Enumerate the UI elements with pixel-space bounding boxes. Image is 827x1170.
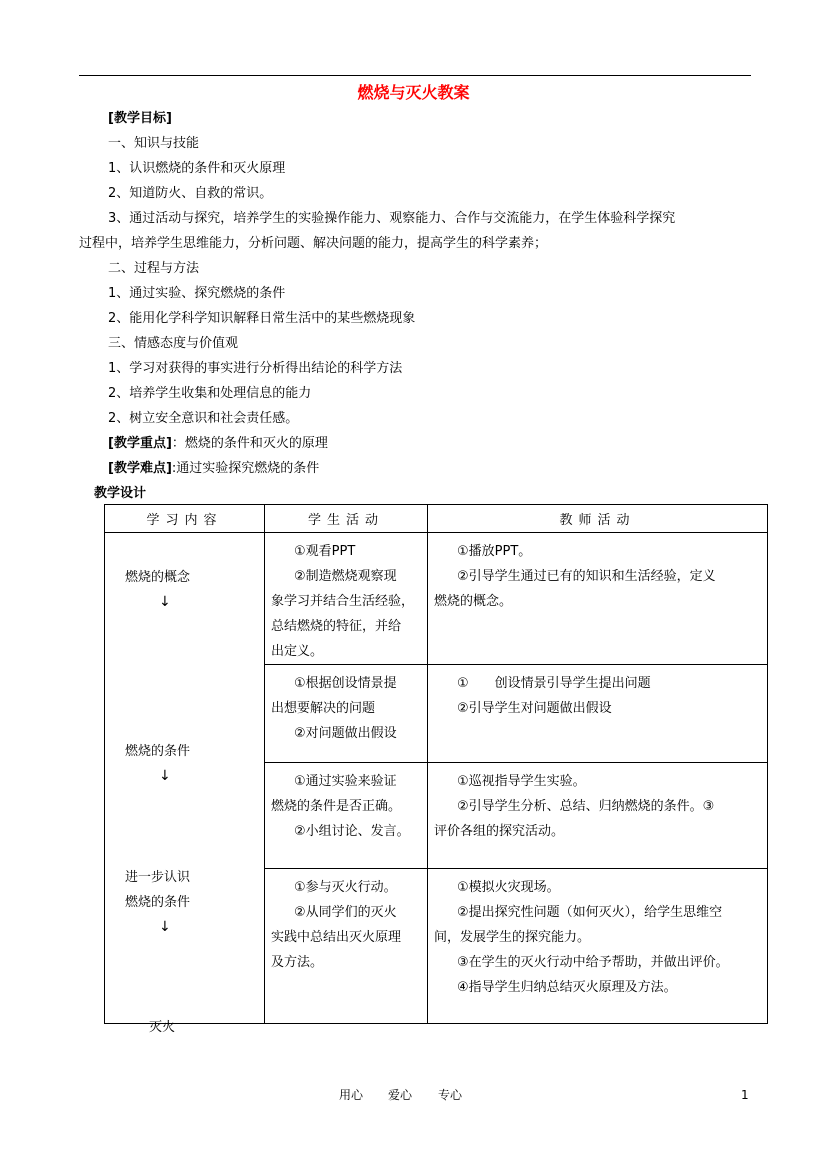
header-teacher-activity: 教师活动 [428, 505, 768, 533]
body-line: 2、树立安全意识和社会责任感。 [108, 411, 299, 426]
body-line: 1、学习对获得的事实进行分析得出结论的科学方法 [108, 361, 403, 376]
topic-label: 燃烧的条件 [125, 895, 191, 910]
cell-line: ②提出探究性问题（如何灭火），给学生思维空 [457, 905, 723, 920]
cell-line: ①观看PPT [294, 544, 356, 559]
teacher-activity-cell [428, 869, 768, 1024]
student-activity-cell [265, 665, 428, 763]
teacher-activity-cell [428, 763, 768, 869]
cell-line: ②对问题做出假设 [294, 726, 397, 741]
header-student-activity: 学生活动 [265, 505, 428, 533]
key-point-label: [教学重点] [108, 436, 172, 451]
teaching-design-table [104, 504, 768, 1035]
down-arrow-icon: ↓ [159, 919, 171, 935]
design-heading: 教学设计 [94, 486, 147, 501]
table-row [105, 533, 768, 665]
cell-line: ①根据创设情景提 [294, 676, 397, 691]
cell-line: 总结燃烧的特征，并给 [271, 619, 402, 634]
table-header-row [105, 505, 768, 533]
cell-line: 燃烧的条件是否正确。 [271, 799, 402, 814]
page-number: 1 [741, 1088, 749, 1102]
cell-line: ①播放PPT。 [457, 544, 532, 559]
cell-line: ③在学生的灭火行动中给予帮助，并做出评价。 [457, 955, 729, 970]
body-line: 1、通过实验、探究燃烧的条件 [108, 286, 286, 301]
difficult-point-label: [教学难点] [108, 461, 172, 476]
cell-line: 评价各组的探究活动。 [434, 824, 565, 839]
header-rule [79, 75, 751, 76]
body-line: 过程中，培养学生思维能力，分析问题、解决问题的能力，提高学生的科学素养； [79, 236, 548, 251]
objectives-heading: [教学目标] [108, 111, 172, 126]
cell-line: ①巡视指导学生实验。 [457, 774, 586, 789]
cell-line: ②引导学生通过已有的知识和生活经验，定义 [457, 569, 716, 584]
cell-line: 燃烧的概念。 [434, 594, 513, 609]
cell-line: ④指导学生归纳总结灭火原理及方法。 [457, 980, 677, 995]
cell-line: ②制造燃烧观察现 [294, 569, 397, 584]
down-arrow-icon: ↓ [159, 594, 171, 610]
difficult-point-line [108, 460, 319, 478]
cell-line: 间，发展学生的探究能力。 [434, 930, 591, 945]
cell-line: ②从同学们的灭火 [294, 905, 397, 920]
cell-line: ②引导学生对问题做出假设 [457, 701, 612, 716]
cell-line: 出想要解决的问题 [271, 701, 376, 716]
cell-line: 及方法。 [271, 955, 324, 970]
cell-line: ①通过实验来验证 [294, 774, 397, 789]
section-heading-knowledge: 一、知识与技能 [108, 136, 200, 151]
student-activity-cell [265, 869, 428, 1024]
section-heading-attitude: 三、情感态度与价值观 [108, 336, 239, 351]
section-heading-process: 二、过程与方法 [108, 261, 200, 276]
header-content: 学习内容 [105, 505, 265, 533]
key-point-line [108, 435, 328, 453]
cell-line: ①模拟火灾现场。 [457, 880, 560, 895]
body-line: 2、知道防火、自救的常识。 [108, 186, 273, 201]
footer-motto-3: 专心 [438, 1088, 463, 1102]
topic-label: 燃烧的概念 [125, 570, 191, 585]
body-line: 3、通过活动与探究，培养学生的实验操作能力、观察能力、合作与交流能力，在学生体验科学探究 [108, 211, 676, 226]
body-line: 2、能用化学科学知识解释日常生活中的某些燃烧现象 [108, 311, 416, 326]
document-title: 燃烧与灭火教案 [357, 83, 470, 102]
topic-label: 灭火 [149, 1020, 176, 1035]
topic-column [105, 533, 265, 1035]
key-point-text: ：燃烧的条件和灭火的原理 [171, 436, 328, 451]
teacher-activity-cell [428, 665, 768, 763]
body-line: 2、培养学生收集和处理信息的能力 [108, 386, 312, 401]
down-arrow-icon: ↓ [159, 768, 171, 784]
cell-line: ②小组讨论、发言。 [294, 824, 410, 839]
student-activity-cell [265, 533, 428, 665]
cell-line: 出定义。 [271, 644, 324, 659]
student-activity-cell [265, 763, 428, 869]
cell-line: ①参与灭火行动。 [294, 880, 397, 895]
cell-line: 象学习并结合生活经验， [271, 594, 415, 609]
cell-line: 实践中总结出灭火原理 [271, 930, 402, 945]
footer-motto-2: 爱心 [388, 1088, 413, 1102]
topic-label: 燃烧的条件 [125, 744, 191, 759]
cell-line: ① 创设情景引导学生提出问题 [457, 676, 651, 691]
body-line: 1、认识燃烧的条件和灭火原理 [108, 161, 286, 176]
footer-motto-1: 用心 [339, 1088, 364, 1102]
topic-label: 进一步认识 [125, 870, 191, 885]
cell-line: ②引导学生分析、总结、归纳燃烧的条件。③ [457, 799, 715, 814]
difficult-point-text: :通过实验探究燃烧的条件 [171, 461, 320, 476]
teacher-activity-cell [428, 533, 768, 665]
